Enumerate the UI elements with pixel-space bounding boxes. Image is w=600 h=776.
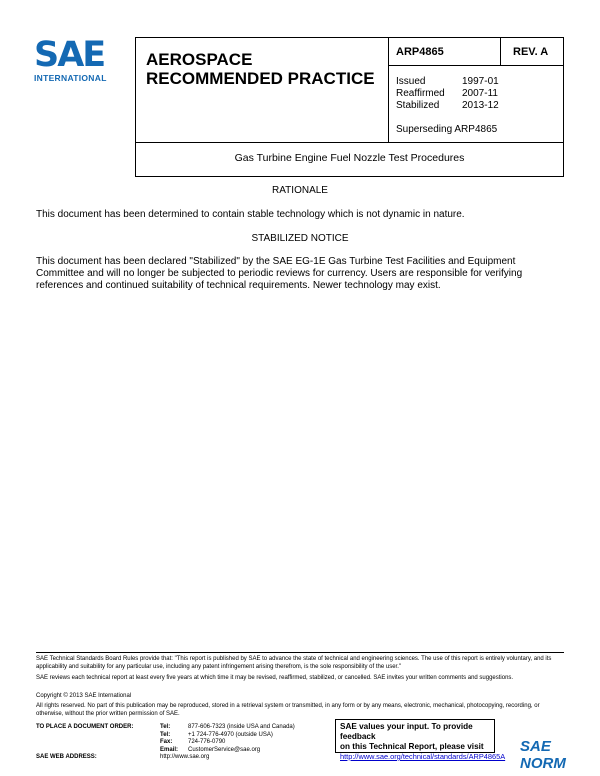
footer-rules-text: SAE Technical Standards Board Rules provide that: "This report is published by SAE to advance the state of technical and engineering sciences. The use of this report is entirely voluntary, and its applicability and suitability for any particular use, including any patent infringement arising therefrom, is the sole responsibility of the user." [36,656,552,670]
rationale-heading: RATIONALE [272,185,328,196]
document-type-title: AEROSPACE RECOMMENDED PRACTICE [146,50,375,88]
date-row-issued: Issued 1997-01 [396,76,499,87]
superseding-note: Superseding ARP4865 [396,124,498,135]
rationale-text: This document has been determined to contain stable technology which is not dynamic in nature. [36,209,465,220]
stabilized-heading: STABILIZED NOTICE [251,233,349,244]
revision-label: REV. A [513,46,549,58]
sae-web-link[interactable]: http://www.sae.org [160,754,210,761]
date-row-stabilized: Stabilized 2013-12 [396,100,499,111]
watermark-logo [496,736,576,772]
feedback-link[interactable]: http://www.sae.org/technical/standards/ARP4865A [340,752,506,761]
order-contact-block: TO PLACE A DOCUMENT ORDER: Tel: 877-606-7323 (inside USA and Canada) Tel: +1 724-776-4970 (outside USA) Fax: 724-776-0790 Email: CustomerService@sae.org SAE WEB ADDRESS: http://www.sae.org [36,724,358,762]
date-table [396,76,499,112]
date-row-reaffirmed: Reaffirmed 2007-11 [396,88,498,99]
document-number: ARP4865 [396,46,444,58]
feedback-box: SAE values your input. To provide feedback on this Technical Report, please visit http://www.sae.org/technical/standards/ARP4865A [335,719,495,753]
watermark-text: SAE NORM [520,738,566,772]
logo-brand: SAE [34,35,105,75]
footer-divider [36,652,564,653]
document-header-box [135,37,564,177]
stabilized-text: This document has been declared "Stabilized" by the SAE EG-1E Gas Turbine Test Facilities and Equipment Committee and will no longer be subjected to periodic reviews for currency. Users are responsible for verifying references and continued suitability of technical requirements. Newer technology may exist. [36,256,523,291]
document-title: Gas Turbine Engine Fuel Nozzle Test Procedures [234,152,465,164]
logo-subtitle: INTERNATIONAL [34,73,107,83]
footer-copyright: Copyright © 2013 SAE International [36,693,132,699]
footer-review-text: SAE reviews each technical report at least every five years at which time it may be revised, reaffirmed, stabilized, or cancelled. SAE invites your written comments and suggestions. [36,675,514,681]
footer-rights-text: All rights reserved. No part of this publication may be reproduced, stored in a retrieval system or transmitted, in any form or by any means, electronic, mechanical, photocopying, recording, or otherwise, without the prior written permission of SAE. [36,703,540,717]
sae-logo [34,35,134,86]
email-link[interactable]: CustomerService@sae.org [188,746,261,753]
